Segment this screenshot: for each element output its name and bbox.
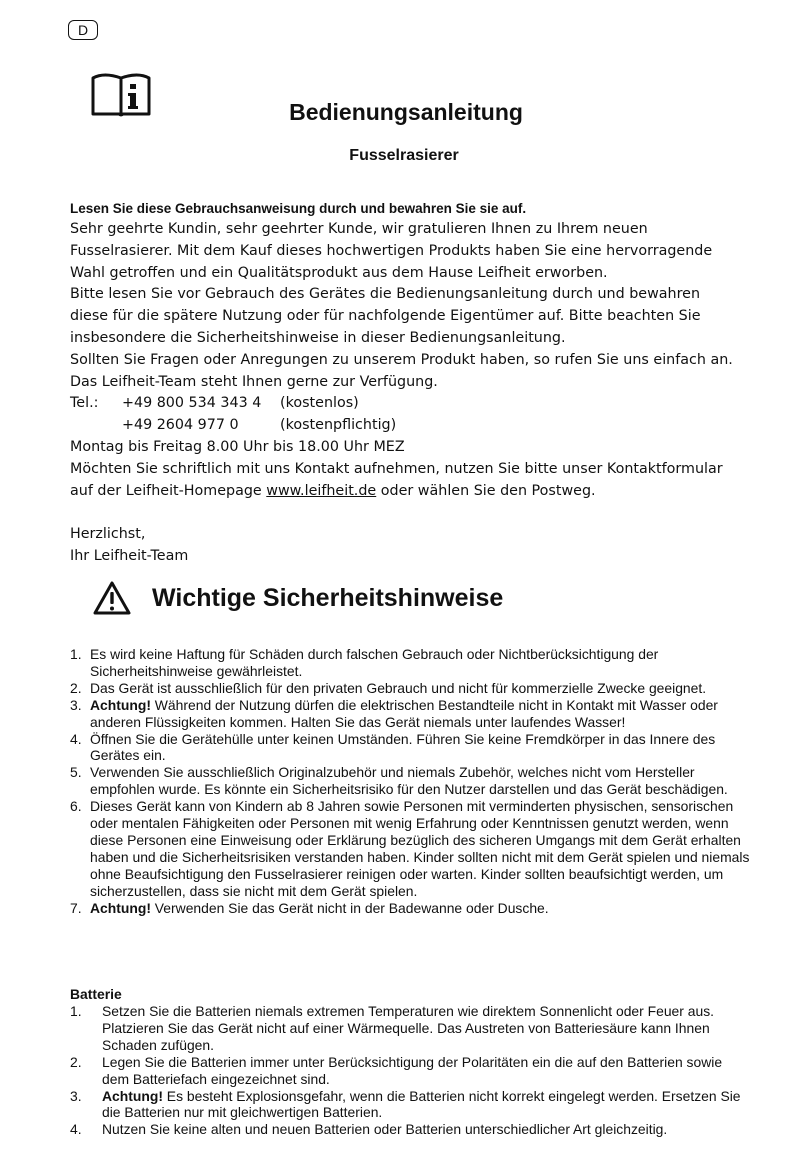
document-subtitle: Fusselrasierer [349,147,459,164]
tel-label: Tel.: [70,395,99,412]
list-item: 3. Achtung! Während der Nutzung dürfen die elektrischen Bestandteile nicht in Kontakt mit Wasser oder anderen Flüssigkeiten kommen. Halten Sie das Gerät niemals unter laufendes Wasser! [70,696,718,730]
battery-title: Batterie [70,986,122,1002]
letter-line: Bitte lesen Sie vor Gebrauch des Gerätes die Bedienungsanleitung durch und bewahren [70,286,701,303]
language-badge: D [68,20,98,40]
signature: Ihr Leifheit-Team [70,547,189,564]
phone-note: (kostenpflichtig) [280,417,397,434]
list-item: 1. Es wird keine Haftung für Schäden durch falschen Gebrauch oder Nichtberücksichtigung der Sicherheitshinweise gewährleistet. [70,646,659,679]
list-item: 5. Verwenden Sie ausschließlich Originalzubehör und niemals Zubehör, welches nicht vom Hersteller empfohlen wurde. Es könnte ein Sicherheitsrisiko für den Nutzer darstellen und das Gerät beschädigen. [70,764,728,798]
phone-row-paid [70,415,770,437]
list-item: 2. Das Gerät ist ausschließlich für den privaten Gebrauch und nicht für kommerzielle Zwecke geeignet. [70,679,707,696]
phone-number: +49 2604 977 0 [122,417,239,434]
letter-line: diese für die spätere Nutzung oder für nachfolgende Eigentümer auf. Bitte beachten Sie [70,308,701,325]
phone-note: (kostenlos) [280,395,359,412]
document-title: Bedienungsanleitung [289,99,523,125]
letter-line: Das Leifheit-Team steht Ihnen gerne zur Verfügung. [70,373,438,390]
battery-list [70,1003,750,1138]
homepage-link[interactable]: www.leifheit.de [266,482,377,499]
list-item: 4. Öffnen Sie die Gerätehülle unter keinen Umständen. Führen Sie keine Fremdkörper in das Innere des Gerätes ein. [70,730,716,764]
warning-triangle-icon [92,580,132,616]
safety-list [70,646,750,917]
list-item: 1. Setzen Sie die Batterien niemals extremen Temperaturen wie direktem Sonnenlicht oder Feuer aus. Platzieren Sie das Gerät nicht auf einer Wärmequelle. Das Austreten von Batteriesäure kann Ihnen Schaden zufügen. [70,1003,715,1053]
service-hours: Montag bis Freitag 8.00 Uhr bis 18.00 Uhr MEZ [70,438,405,455]
closing: Herzlichst, [70,526,146,543]
letter-line: Sehr geehrte Kundin, sehr geehrter Kunde, wir gratulieren Ihnen zu Ihrem neuen [70,221,648,237]
list-item: 3. Achtung! Es besteht Explosionsgefahr, wenn die Batterien nicht korrekt eingelegt werden. Ersetzen Sie die Batterien nur mit gleichwertigen Batterien. [70,1087,741,1121]
intro-instruction: Lesen Sie diese Gebrauchsanweisung durch und bewahren Sie sie auf. [70,201,527,216]
safety-title: Wichtige Sicherheitshinweise [152,584,504,612]
list-item: 7. Achtung! Verwenden Sie das Gerät nicht in der Badewanne oder Dusche. [70,899,549,916]
contact-line: Möchten Sie schriftlich mit uns Kontakt aufnehmen, nutzen Sie bitte unser Kontaktformular [70,460,723,477]
letter-line: Wahl getroffen und ein Qualitätsprodukt aus dem Hause Leifheit erworben. [70,264,608,281]
letter-line: insbesondere die Sicherheitshinweise in dieser Bedienungsanleitung. [70,329,566,346]
welcome-letter [70,219,770,568]
phone-number: +49 800 534 343 4 [122,395,262,412]
letter-line: Fusselrasierer. Mit dem Kauf dieses hochwertigen Produkts haben Sie eine hervorragende [70,242,713,259]
list-item: 2. Legen Sie die Batterien immer unter Berücksichtigung der Polaritäten ein die auf den Batterien sowie dem Batteriefach eingezeichnet sind. [70,1053,723,1087]
phone-row-free [70,393,770,415]
letter-line: Sollten Sie Fragen oder Anregungen zu unserem Produkt haben, so rufen Sie uns einfach an. [70,351,733,368]
contact-line-2: auf der Leifheit-Homepage www.leifheit.de oder wählen Sie den Postweg. [70,482,596,499]
list-item: 6. Dieses Gerät kann von Kindern ab 8 Jahren sowie Personen mit verminderten physischen, sensorischen oder mentalen Fähigkeiten oder Personen mit wenig Erfahrung oder Kenntnissen genutzt werden, wenn diese Personen eine Einweisung oder Erklärung bezüglich des sicheren Umgangs mit dem Gerät erhalten haben und die Sicherheitsrisiken verstanden haben. Kinder sollten nicht mit dem Gerät spielen und niemals ohne Beaufsichtigung den Fusselrasierer reinigen oder warten. Kinder sollten beaufsichtigt werden, um sicherzustellen, dass sie nicht mit dem Gerät spielen. [70,798,750,899]
list-item: 4. Nutzen Sie keine alten und neuen Batterien oder Batterien unterschiedlicher Art gleichzeitig. [70,1121,668,1138]
